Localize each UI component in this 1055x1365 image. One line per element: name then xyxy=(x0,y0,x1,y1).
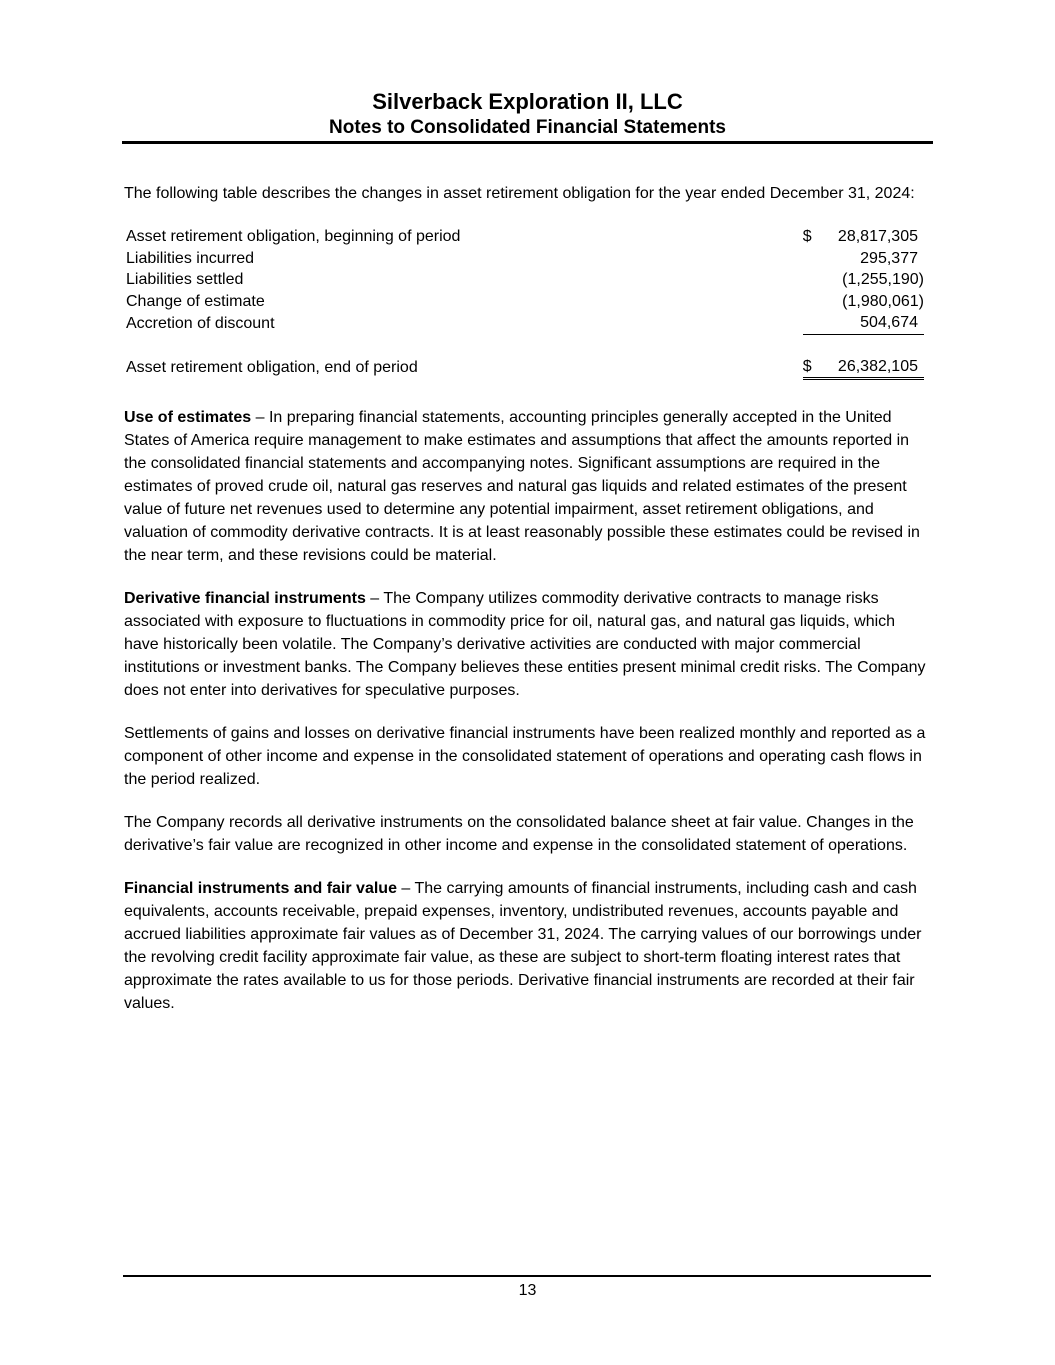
section-heading: Derivative financial instruments xyxy=(124,590,366,607)
page-number: 13 xyxy=(518,1282,537,1299)
spacer-cell xyxy=(126,334,803,356)
row-amount: 28,817,305 xyxy=(837,228,918,245)
currency-symbol: $ xyxy=(803,356,817,379)
spacer-cell xyxy=(817,334,924,356)
company-name: Silverback Exploration II, LLC xyxy=(372,89,683,114)
document-body xyxy=(124,182,932,1035)
header-divider xyxy=(122,141,933,144)
footer-divider xyxy=(123,1275,931,1277)
table-row xyxy=(126,312,924,334)
section-heading: Use of estimates xyxy=(124,409,252,426)
section-text: – The carrying amounts of financial instruments, including cash and cash equivalents, accounts receivable, prepaid expenses, inventory, undistributed revenues, accounts payable and accrued liabilities approximate fair values as of December 31, 2024. The carrying values of our borrowings under the revolving credit facility approximate fair value, as these are subject to short-term floating interest rates that approximate the rates available to us for those periods. Derivative financial instruments are recorded at their fair values. xyxy=(124,880,922,1012)
currency-symbol xyxy=(803,312,817,334)
use-of-estimates-paragraph xyxy=(124,406,932,567)
row-label: Accretion of discount xyxy=(126,314,275,332)
currency-symbol: $ xyxy=(802,228,812,245)
row-label: Asset retirement obligation, beginning of period xyxy=(126,228,461,245)
intro-paragraph: The following table describes the changes in asset retirement obligation for the year ended December 31, 2024: xyxy=(124,185,915,202)
row-amount: (1,255,190) xyxy=(842,271,924,288)
row-label: Liabilities settled xyxy=(126,271,244,288)
table-row xyxy=(126,226,924,248)
row-label: Liabilities incurred xyxy=(126,249,255,267)
currency-symbol xyxy=(803,269,817,291)
table-total-row xyxy=(126,356,924,379)
section-text: Settlements of gains and losses on derivative financial instruments have been realized monthly and reported as a component of other income and expense in the consolidated statement of operations and operating cash flows in the period realized. xyxy=(124,725,926,788)
table-row xyxy=(126,291,924,313)
section-text: – In preparing financial statements, accounting principles generally accepted in the United States of America require management to make estimates and assumptions that affect the amounts reported in the consolidated financial statements and accompanying notes. Significant assumptions are required in the estimates of proved crude oil, natural gas reserves and natural gas liquids and related estimates of the present value of future net revenues used to determine any potential impairment, asset retirement obligations, and valuation of commodity derivative contracts. It is at least reasonably possible these estimates could be revised in the near term, and these revisions could be material. xyxy=(124,409,920,564)
section-text: – The Company utilizes commodity derivative contracts to manage risks associated with exposure to fluctuations in commodity price for oil, natural gas, and natural gas liquids, which have historically been volatile. The Company’s derivative activities are conducted with major commercial institutions or investment banks. The Company believes these entities present minimal credit risks. The Company does not enter into derivatives for speculative purposes. xyxy=(124,590,926,699)
financial-instruments-paragraph xyxy=(124,877,932,1015)
fair-value-recording-paragraph xyxy=(124,811,932,857)
row-amount: 295,377 xyxy=(860,249,918,267)
spacer-cell xyxy=(803,334,817,356)
derivative-instruments-paragraph xyxy=(124,587,932,702)
row-label: Change of estimate xyxy=(126,292,265,310)
settlements-paragraph xyxy=(124,722,932,791)
table-spacer-row xyxy=(126,334,924,356)
currency-symbol xyxy=(803,248,817,270)
section-text: The Company records all derivative instruments on the consolidated balance sheet at fair value. Changes in the derivative’s fair value are recognized in other income and expense in the consolidated statement of operations. xyxy=(124,814,914,854)
table-row xyxy=(126,248,924,270)
aro-table xyxy=(126,226,924,380)
table-row xyxy=(126,269,924,291)
currency-symbol xyxy=(803,291,817,313)
section-heading: Financial instruments and fair value xyxy=(124,880,397,897)
row-amount: 504,674 xyxy=(817,312,924,334)
total-amount: 26,382,105 xyxy=(817,356,924,379)
total-label: Asset retirement obligation, end of period xyxy=(126,359,418,376)
row-amount: (1,980,061) xyxy=(842,292,924,310)
statement-title: Notes to Consolidated Financial Statements xyxy=(329,117,726,138)
page-header xyxy=(122,88,933,140)
